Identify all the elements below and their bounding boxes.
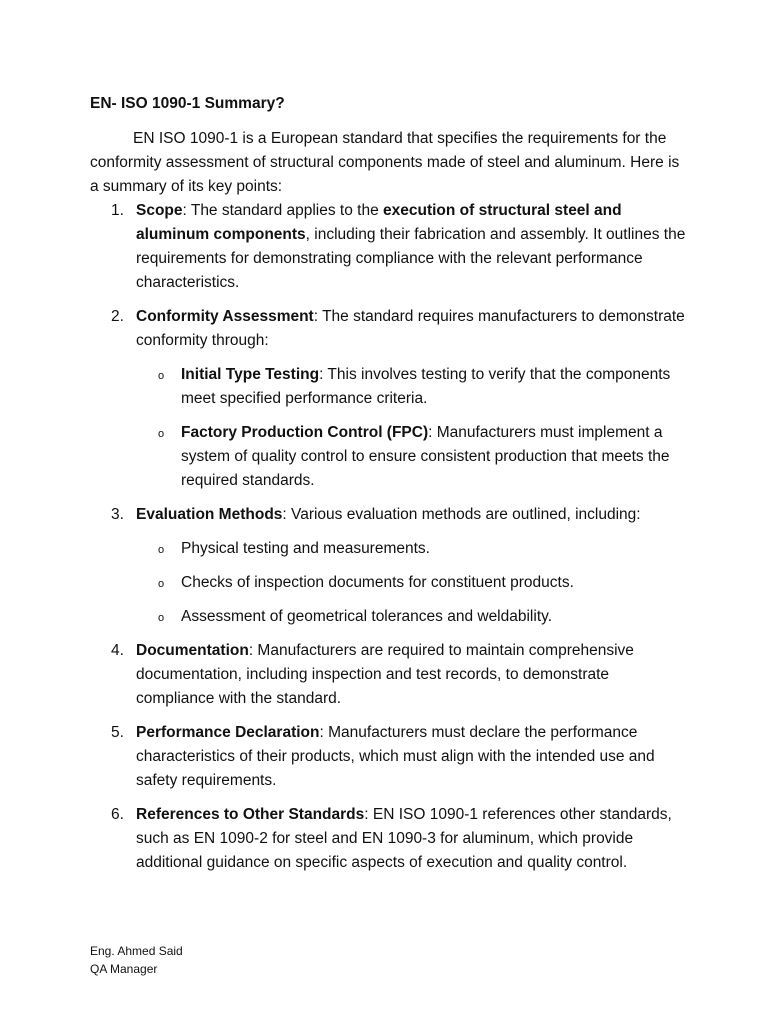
sub-item-tolerances [136, 605, 690, 629]
item-text: : Various evaluation methods are outlined, including: [282, 506, 641, 523]
document-body [90, 92, 690, 885]
item-emphasis: execution of structural steel and aluminum components [136, 202, 622, 243]
sub-item-initial-type-testing [136, 363, 690, 411]
list-item-evaluation-methods [90, 503, 690, 629]
list-number: 2. [111, 308, 124, 325]
list-number: 6. [111, 806, 124, 823]
bullet-icon: o [158, 544, 165, 556]
sub-item-document-checks [136, 571, 690, 595]
footer-signature [90, 942, 183, 978]
item-term: Conformity Assessment [136, 308, 314, 325]
item-text: : EN ISO 1090-1 references other standards, such as EN 1090-2 for steel and EN 1090-3 for aluminum, which provide additional guidance on specific aspects of execution and quality control. [136, 806, 672, 871]
item-text: : Manufacturers are required to maintain comprehensive documentation, including inspection and test records, to demonstrate compliance with the standard. [136, 642, 634, 707]
sub-list [136, 537, 690, 629]
bullet-icon: o [158, 612, 165, 624]
list-number: 1. [111, 202, 124, 219]
bullet-icon: o [158, 428, 165, 440]
sub-item-text: Physical testing and measurements. [181, 540, 430, 557]
document-title: EN- ISO 1090-1 Summary? [90, 95, 285, 112]
item-text: : Manufacturers must declare the performance characteristics of their products, which must align with the intended use and safety requirements. [136, 724, 655, 789]
author-role: QA Manager [90, 962, 158, 976]
intro-text: EN ISO 1090-1 is a European standard that specifies the requirements for the conformity assessment of structural components made of steel and aluminum. Here is a summary of its key points: [90, 130, 680, 195]
item-term: Performance Declaration [136, 724, 320, 741]
sub-item-physical-testing [136, 537, 690, 561]
list-number: 4. [111, 642, 124, 659]
list-item-documentation [90, 639, 690, 711]
item-term: References to Other Standards [136, 806, 365, 823]
item-term: Evaluation Methods [136, 506, 283, 523]
sub-item-term: Factory Production Control (FPC) [181, 424, 429, 441]
list-item-conformity-assessment [90, 305, 690, 493]
sub-item-text: Checks of inspection documents for constituent products. [181, 574, 574, 591]
sub-item-text: Assessment of geometrical tolerances and weldability. [181, 608, 553, 625]
item-text: , including their fabrication and assembly. It outlines the requirements for demonstrating compliance with the relevant performance characteristics. [136, 226, 686, 291]
list-item-references [90, 803, 690, 875]
list-item-performance-declaration [90, 721, 690, 793]
intro-paragraph [90, 127, 690, 199]
bullet-icon: o [158, 370, 165, 382]
list-number: 3. [111, 506, 124, 523]
item-term: Scope [136, 202, 183, 219]
item-term: Documentation [136, 642, 249, 659]
sub-item-fpc [136, 421, 690, 493]
bullet-icon: o [158, 578, 165, 590]
item-text: : The standard applies to the [182, 202, 384, 219]
list-number: 5. [111, 724, 124, 741]
sub-item-text: : Manufacturers must implement a system of quality control to ensure consistent production that meets the required standards. [181, 424, 670, 489]
sub-list [136, 363, 690, 493]
sub-item-text: : This involves testing to verify that the components meet specified performance criteria. [181, 366, 671, 407]
list-item-scope [90, 199, 690, 295]
item-text: : The standard requires manufacturers to demonstrate conformity through: [136, 308, 685, 349]
sub-item-term: Initial Type Testing [181, 366, 320, 383]
key-points-list [90, 199, 690, 875]
author-name: Eng. Ahmed Said [90, 944, 183, 958]
